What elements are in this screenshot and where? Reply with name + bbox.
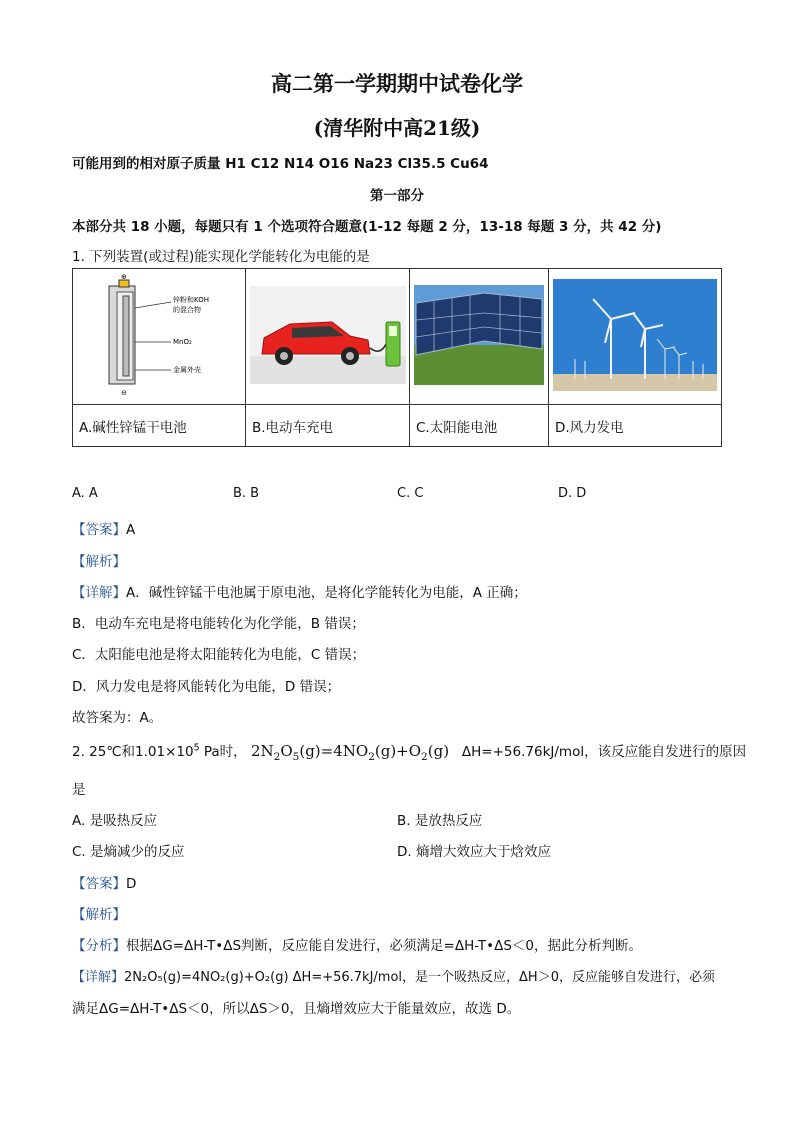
battery-label-mno2: MnO₂ <box>173 338 192 346</box>
exam-title: 高二第一学期期中试卷化学 <box>271 72 523 96</box>
q2-option-c: C. 是熵减少的反应 <box>72 844 185 860</box>
solar-panel-picture <box>410 269 549 405</box>
q1-cell-d: D.风力发电 <box>549 405 722 447</box>
q1-detail-d: D．风力发电是将风能转化为电能，D 错误； <box>72 679 341 695</box>
q1-detail-c: C．太阳能电池是将太阳能转化为电能，C 错误； <box>72 647 366 663</box>
q1-table <box>72 268 722 447</box>
part-title: 第一部分 <box>370 188 424 204</box>
q2-detail-2: 满足ΔG=ΔH-T•ΔS＜0，所以ΔS＞0，且熵增效应大于能量效应，故选 D。 <box>72 1001 521 1017</box>
battery-label-mix: 的混合物 <box>173 306 201 314</box>
q2-fenxi: 【分析】根据ΔG=ΔH-T•ΔS判断，反应能自发进行，必须满足=ΔH-T•ΔS＜0，据此分析判断。 <box>72 938 642 954</box>
battery-label-zinc: 锌粉和KOH <box>173 296 209 304</box>
q1-cell-a: A.碱性锌锰干电池 <box>73 405 246 447</box>
ev-charging-picture <box>246 269 410 405</box>
q2-stem: 2. 25℃和$1.01\times 10^5$ Pa时， $2N_2O_5(g)=4NO_2(g)+O_2(g)$ ΔH=+56.76kJ/mol，该反应能自发进行的原因 <box>72 742 747 763</box>
battery-picture <box>73 269 246 405</box>
q2-analysis-tag: 【解析】 <box>72 907 126 923</box>
q2-stem-line2: 是 <box>72 782 86 798</box>
q2-option-b: B. 是放热反应 <box>397 813 483 829</box>
q1-conclusion: 故答案为：A。 <box>72 710 163 726</box>
q2-answer: 【答案】D <box>72 876 137 892</box>
battery-label-shell: 金属外壳 <box>173 366 201 374</box>
q1-option-d: D. D <box>558 486 587 501</box>
q1-stem: 1. 下列装置(或过程)能实现化学能转化为电能的是 <box>72 249 370 265</box>
part-description: 本部分共 18 小题，每题只有 1 个选项符合题意(1-12 每题 2 分，13-18 每题 3 分，共 42 分) <box>72 219 662 235</box>
q1-detail-a: 【详解】A．碱性锌锰干电池属于原电池，是将化学能转化为电能，A 正确； <box>72 585 527 601</box>
svg-text:⊖: ⊖ <box>121 389 127 397</box>
q1-option-b: B. B <box>233 486 260 501</box>
q1-option-c: C. C <box>397 486 424 501</box>
wind-turbine-picture <box>549 269 722 405</box>
q1-cell-c: C.太阳能电池 <box>410 405 549 447</box>
q2-option-d: D. 熵增大效应大于焓效应 <box>397 844 551 860</box>
exam-subtitle: (清华附中高21级) <box>313 116 481 140</box>
q2-equation: $2N_2O_5(g)=4NO_2(g)+O_2(g)$ <box>250 742 450 763</box>
q1-answer: 【答案】A <box>72 522 136 538</box>
q1-cell-b: B.电动车充电 <box>246 405 410 447</box>
q2-detail-1: 【详解】2N₂O₅(g)=4NO₂(g)+O₂(g) ΔH=+56.7kJ/mol，是一个吸热反应，ΔH＞0，反应能够自发进行，必须 <box>72 970 715 985</box>
svg-text:⊕: ⊕ <box>121 273 127 281</box>
q1-analysis-tag: 【解析】 <box>72 554 126 570</box>
q2-option-a: A. 是吸热反应 <box>72 813 158 829</box>
q1-option-a: A. A <box>72 486 98 501</box>
q1-detail-b: B．电动车充电是将电能转化为化学能，B 错误； <box>72 616 365 632</box>
atomic-masses: 可能用到的相对原子质量 H1 C12 N14 O16 Na23 Cl35.5 Cu64 <box>72 156 489 172</box>
